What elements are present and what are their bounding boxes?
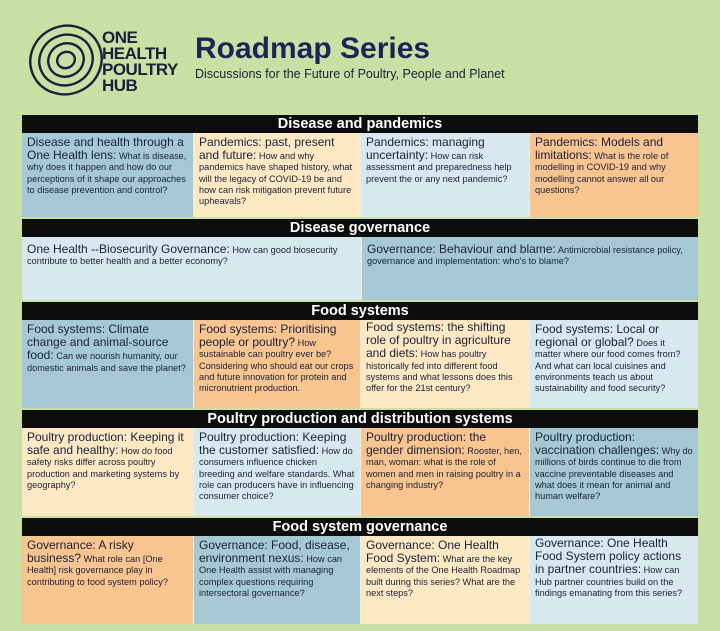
topic-heading: Poultry production: the gender dimension: <box>366 430 487 458</box>
topic-cell <box>361 133 530 217</box>
topic-heading: Governance: One Health Food System: <box>366 538 499 566</box>
topic-cell <box>22 536 194 624</box>
topic-cell <box>194 320 361 408</box>
section-title-disease-pandemics: Disease and pandemics <box>22 115 698 133</box>
topic-body: Antimicrobial resistance policy, governance and implementation: who's to blame? <box>367 245 683 267</box>
topic-body: What are the key elements of the One Health Roadmap built during this series? What are the next steps? <box>366 554 521 598</box>
topic-heading: Food systems: the shifting role of poultry in agriculture and diets: <box>366 320 511 361</box>
topic-body: How can Hub partner countries build on the findings emanating from this series? <box>535 565 683 598</box>
page-title: Roadmap Series <box>195 32 431 65</box>
section-row-food-system-governance <box>22 536 698 624</box>
topic-body: What is the role of modelling in COVID-19 and why modelling cannot answer all our questions? <box>535 151 669 195</box>
topic-body: How sustainable can poultry ever be? Considering who should eat our crops and future innovation for protein and micronutrient production. <box>199 338 354 394</box>
topic-heading: One Health --Biosecurity Governance: <box>27 242 230 256</box>
logo-line: HEALTH <box>102 44 167 63</box>
topic-cell <box>22 237 362 300</box>
section-row-disease-governance <box>22 237 698 300</box>
section-row-disease-pandemics <box>22 133 698 217</box>
logo-line: POULTRY <box>102 60 178 79</box>
topic-cell <box>362 237 698 300</box>
topic-cell <box>22 133 194 217</box>
topic-heading: Disease and health through a One Health lens: <box>27 135 184 163</box>
topic-heading: Poultry production: Keeping the customer satisfied: <box>199 430 347 458</box>
topic-body: Why do millions of birds continue to die from vaccine preventable diseases and what does it mean for animal and human welfare? <box>535 446 693 502</box>
section-title-disease-governance: Disease governance <box>22 219 698 237</box>
topic-body: How can One Health assist with managing complex questions requiring intersectoral governance? <box>199 554 343 598</box>
topic-body: How has poultry historically fed into different food systems and what lessons does this offer for the 21st century? <box>366 349 513 394</box>
topic-heading: Governance: A risky business? <box>27 538 134 566</box>
logo-rings-icon <box>26 22 104 98</box>
topic-cell <box>530 133 698 217</box>
topic-body: Does it matter where our food comes from? And what can local cuisines and environments teach us about sustainability and food security? <box>535 338 681 394</box>
topic-cell <box>361 536 530 624</box>
logo-text <box>102 30 178 94</box>
topic-heading: Pandemics: managing uncertainty: <box>366 135 485 163</box>
section-row-poultry-production <box>22 428 698 516</box>
topic-cell <box>530 428 698 516</box>
page-subtitle: Discussions for the Future of Poultry, People and Planet <box>195 67 505 81</box>
topic-body: How do consumers influence chicken breeding and welfare standards. What role can producers have in influencing consumer choice? <box>199 446 355 502</box>
topic-body: What role can [One Health] risk governance play in contributing to food system policy? <box>27 554 168 587</box>
topic-heading: Governance: One Health Food System policy actions in partner countries: <box>535 536 682 577</box>
topic-heading: Food systems: Local or regional or global? <box>535 322 660 350</box>
topic-cell <box>361 320 530 408</box>
topic-cell <box>22 428 194 516</box>
topic-cell <box>194 428 361 516</box>
page-header <box>0 0 720 112</box>
topic-cell <box>361 428 530 516</box>
topic-heading: Pandemics: Models and limitations: <box>535 135 664 163</box>
topic-body: Can we nourish humanity, our domestic animals and save the planet? <box>27 351 186 373</box>
section-row-food-systems <box>22 320 698 408</box>
topic-cell <box>194 536 361 624</box>
topic-heading: Poultry production: vaccination challenges: <box>535 430 660 458</box>
section-title-poultry-production: Poultry production and distribution systems <box>22 410 698 428</box>
topic-body: How and why pandemics have shaped history, what will the legacy of COVID-19 be and how can risk mitigation prevent future upheavals? <box>199 151 353 207</box>
topic-body: How can risk assessment and preparedness help prevent the or any next pandemic? <box>366 151 512 184</box>
topic-heading: Food systems: Climate change and animal-source food: <box>27 322 169 363</box>
topic-heading: Food systems: Prioritising people or poultry? <box>199 322 337 350</box>
section-title-food-system-governance: Food system governance <box>22 518 698 536</box>
logo-line: HUB <box>102 76 138 95</box>
topic-body: Rooster, hen, man, woman: what is the role of women and men in raising poultry in a changing industry? <box>366 446 522 490</box>
topic-heading: Governance: Behaviour and blame: <box>367 242 556 256</box>
topic-body: How can good biosecurity contribute to better health and a better economy? <box>27 245 338 267</box>
logo-line: ONE <box>102 28 138 47</box>
topic-heading: Poultry production: Keeping it safe and healthy: <box>27 430 184 458</box>
topic-body: What is disease, why does it happen and how do our perceptions of it shape our approaches to disease prevention and control? <box>27 151 187 195</box>
topic-body: How do food safety risks differ across poultry production and marketing systems by geography? <box>27 446 180 490</box>
topic-heading: Governance: Food, disease, environment nexus: <box>199 538 350 566</box>
topic-heading: Pandemics: past, present and future: <box>199 135 335 163</box>
topic-cell <box>530 536 698 624</box>
section-title-food-systems: Food systems <box>22 302 698 320</box>
topic-cell <box>194 133 361 217</box>
topic-cell <box>530 320 698 408</box>
topic-cell <box>22 320 194 408</box>
